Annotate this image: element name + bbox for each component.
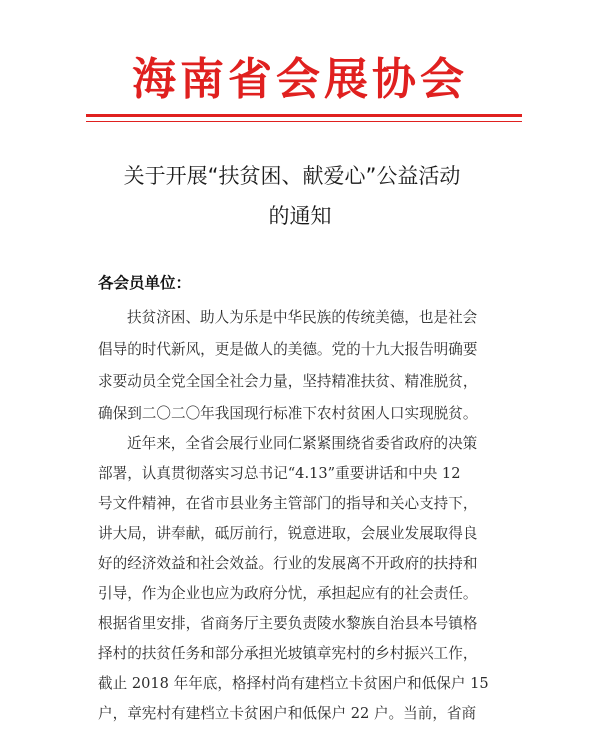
paragraph-line: 部署，认真贯彻落实习总书记“4.13”重要讲话和中央 12 bbox=[98, 465, 461, 482]
paragraph-line: 根据省里安排，省商务厅主要负责陵水黎族自治县本号镇格 bbox=[98, 615, 478, 632]
paragraph-line: 择村的扶贫任务和部分承担光坡镇章宪村的乡村振兴工作， bbox=[98, 645, 478, 662]
paragraph-line: 讲大局，讲奉献，砥厉前行，锐意进取，会展业发展取得良 bbox=[98, 525, 478, 542]
paragraph-line: 确保到二〇二〇年我国现行标准下农村贫困人口实现脱贫。 bbox=[98, 405, 478, 422]
paragraph-line: 号文件精神，在省市县业务主管部门的指导和关心支持下， bbox=[98, 495, 478, 512]
salutation: 各会员单位： bbox=[98, 274, 192, 292]
notice-title-line-2: 的通知 bbox=[268, 204, 332, 228]
letterhead-rule-thin bbox=[86, 121, 522, 122]
paragraph-line: 截止 2018 年年底，格择村尚有建档立卡贫困户和低保户 15 bbox=[98, 675, 489, 692]
notice-title-line-1: 关于开展“扶贫困、献爱心”公益活动 bbox=[123, 164, 461, 188]
paragraph-line: 求要动员全党全国全社会力量，坚持精准扶贫、精准脱贫， bbox=[98, 373, 478, 390]
paragraph-line: 倡导的时代新风，更是做人的美德。党的十九大报告明确要 bbox=[98, 341, 478, 358]
paragraph-line: 好的经济效益和社会效益。行业的发展离不开政府的扶持和 bbox=[98, 555, 478, 572]
paragraph-line: 引导，作为企业也应为政府分忧，承担起应有的社会责任。 bbox=[98, 585, 478, 602]
paragraph-line: 扶贫济困、助人为乐是中华民族的传统美德，也是社会 bbox=[127, 309, 478, 326]
letterhead-rule-thick bbox=[86, 114, 522, 117]
letterhead-org-name: 海南省会展协会 bbox=[132, 54, 468, 105]
paragraph-line: 户，章宪村有建档立卡贫困户和低保户 22 户。当前，省商 bbox=[98, 705, 477, 722]
paragraph-line: 近年来，全省会展行业同仁紧紧围绕省委省政府的决策 bbox=[127, 435, 478, 452]
